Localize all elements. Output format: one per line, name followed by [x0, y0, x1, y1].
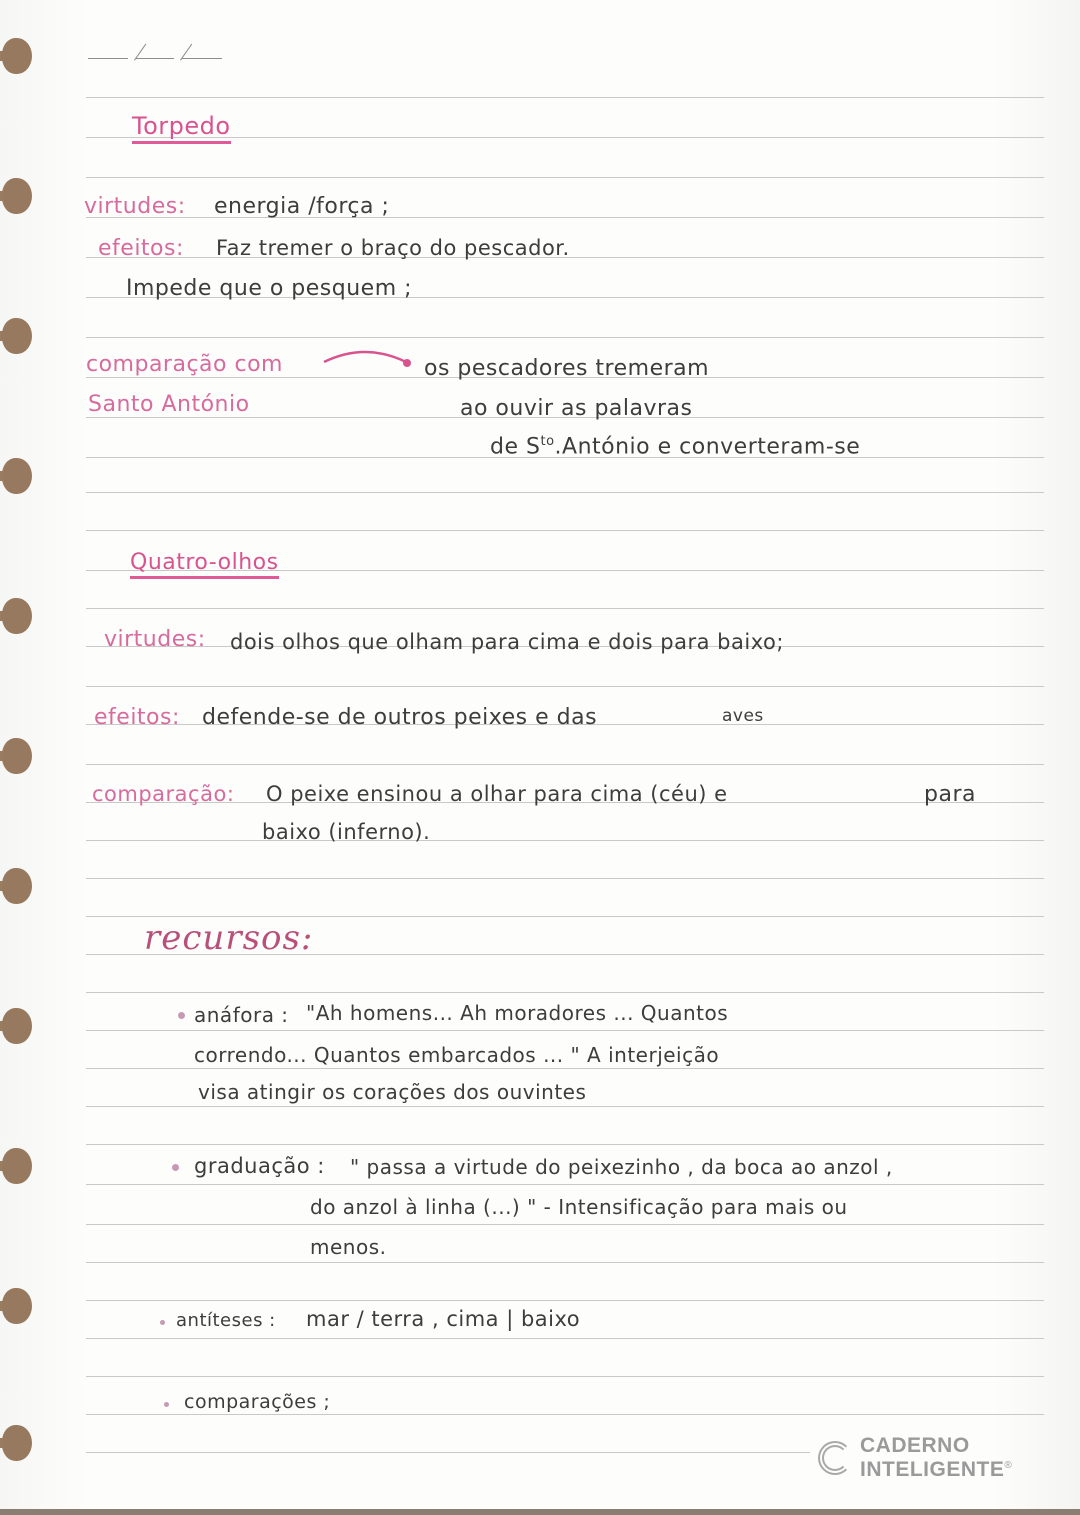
section-title-torpedo: Torpedo: [132, 112, 231, 144]
comparacao-text-line1-tail: para: [924, 782, 976, 807]
comparacao-text-line1: os pescadores tremeram: [424, 356, 710, 381]
recurso-label: graduação :: [194, 1154, 325, 1178]
binder-hole: [0, 598, 34, 634]
binder-hole: [0, 1008, 34, 1044]
binder-hole: [0, 178, 34, 214]
logo-line1: CADERNO: [860, 1434, 970, 1457]
recurso-line1: "Ah homens... Ah moradores ... Quantos: [306, 1001, 729, 1025]
virtudes-label: virtudes:: [104, 627, 206, 652]
virtudes-text: energia /força ;: [214, 194, 390, 219]
recurso-line3: visa atingir os corações dos ouvintes: [198, 1080, 587, 1104]
recurso-label: antíteses :: [176, 1310, 276, 1331]
efeitos-text-line1: Faz tremer o braço do pescador.: [216, 236, 570, 260]
comparacao-text-pre: de S: [490, 434, 541, 460]
efeitos-text-line2: Impede que o pesquem ;: [126, 276, 413, 301]
recurso-line1: mar / terra , cima | baixo: [306, 1307, 581, 1331]
binder-hole: [0, 868, 34, 904]
section-title-recursos: recursos:: [144, 918, 314, 958]
binder-hole: [0, 1288, 34, 1324]
brand-logo: [818, 1436, 1012, 1480]
binder-hole: [0, 1425, 34, 1461]
recurso-line1: " passa a virtude do peixezinho , da boca ao anzol ,: [350, 1155, 893, 1179]
bullet-icon: [164, 1402, 169, 1407]
bullet-icon: [172, 1164, 179, 1171]
efeitos-text-tail: aves: [722, 706, 764, 726]
recurso-line2: do anzol à linha (...) " - Intensificação para mais ou: [310, 1195, 848, 1219]
caderno-logo-icon: [818, 1441, 852, 1475]
binder-hole: [0, 38, 34, 74]
comparacao-label-line2: Santo António: [88, 392, 250, 417]
bullet-icon: [178, 1012, 185, 1019]
page-bottom-edge: [0, 1509, 1080, 1515]
registered-mark: ®: [1004, 1460, 1013, 1471]
arrow-right-icon: [320, 344, 416, 372]
bullet-icon: [160, 1320, 165, 1325]
logo-line2: INTELIGENTE: [860, 1458, 1005, 1481]
comparacao-text-sup: to: [540, 434, 555, 449]
binder-hole: [0, 318, 34, 354]
recurso-label: comparações ;: [184, 1391, 331, 1413]
comparacao-label: comparação:: [92, 782, 235, 806]
virtudes-label: virtudes:: [84, 194, 186, 219]
comparacao-text-line2: ao ouvir as palavras: [460, 396, 693, 421]
recurso-label: anáfora :: [194, 1003, 289, 1027]
comparacao-text-line2: baixo (inferno).: [262, 820, 431, 844]
comparacao-text-line1: O peixe ensinou a olhar para cima (céu) e: [266, 782, 728, 806]
recurso-line3: menos.: [310, 1235, 387, 1259]
virtudes-text: dois olhos que olham para cima e dois para baixo;: [230, 630, 784, 654]
binder-hole: [0, 1148, 34, 1184]
efeitos-label: efeitos:: [94, 705, 180, 730]
efeitos-label: efeitos:: [98, 236, 184, 261]
binder-hole: [0, 738, 34, 774]
comparacao-text-line3: [490, 434, 860, 459]
binder-hole: [0, 458, 34, 494]
recurso-line2: correndo... Quantos embarcados ... " A interjeição: [194, 1043, 720, 1067]
section-title-quatro-olhos: Quatro-olhos: [130, 550, 279, 579]
comparacao-label-line1: comparação com: [86, 352, 283, 377]
efeitos-text: defende-se de outros peixes e das: [202, 705, 598, 730]
comparacao-text-post: .António e converteram-se: [554, 434, 861, 460]
